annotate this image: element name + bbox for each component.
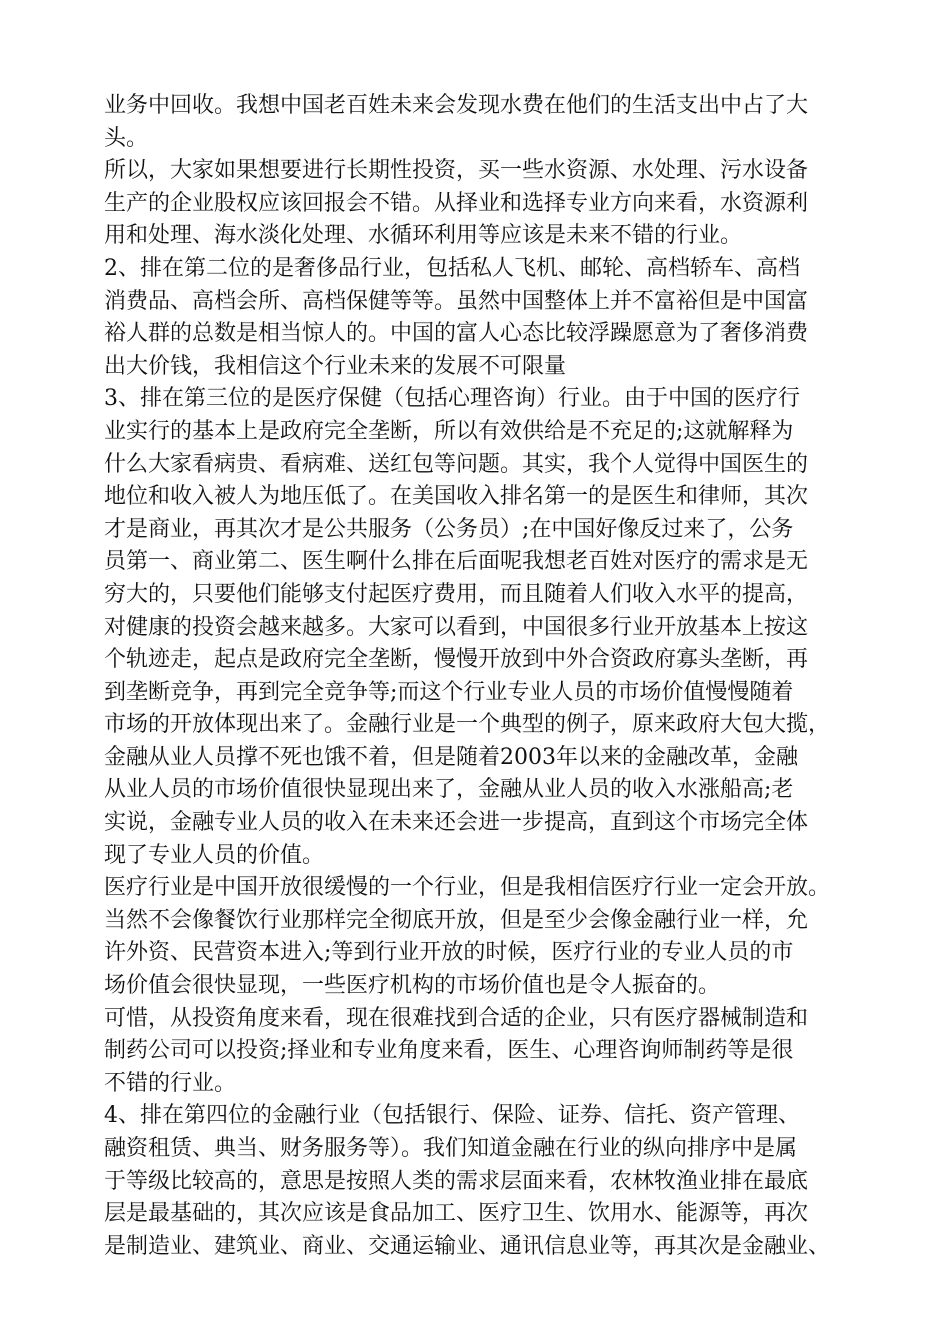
text-line: 裕人群的总数是相当惊人的。中国的富人心态比较浮躁愿意为了奢侈消费 (104, 321, 809, 347)
text-line: 用和处理、海水淡化处理、水循环利用等应该是未来不错的行业。 (104, 223, 743, 249)
text-line: 到垄断竞争，再到完全竞争等;而这个行业专业人员的市场价值慢慢随着 (104, 679, 794, 705)
text-line: 医疗行业是中国开放很缓慢的一个行业，但是我相信医疗行业一定会开放。 (104, 875, 831, 901)
text-line: 金融从业人员撑不死也饿不着，但是随着2003年以来的金融改革，金融 (104, 744, 798, 770)
text-line: 制药公司可以投资;择业和专业角度来看，医生、心理咨询师制药等是很 (104, 1038, 794, 1064)
text-line: 现了专业人员的价值。 (104, 842, 325, 868)
text-line: 业实行的基本上是政府完全垄断，所以有效供给是不充足的;这就解释为 (104, 418, 794, 444)
text-line: 当然不会像餐饮行业那样完全彻底开放，但是至少会像金融行业一样，允 (104, 907, 809, 933)
text-line: 4、排在第四位的金融行业（包括银行、保险、证券、信托、资产管理、 (104, 1103, 800, 1129)
text-line: 3、排在第三位的是医疗保健（包括心理咨询）行业。由于中国的医疗行 (104, 386, 800, 412)
text-line: 2、排在第二位的是奢侈品行业，包括私人飞机、邮轮、高档轿车、高档 (104, 255, 800, 281)
text-line: 实说，金融专业人员的收入在未来还会进一步提高，直到这个市场完全体 (104, 810, 809, 836)
text-line: 不错的行业。 (104, 1070, 237, 1096)
text-line: 于等级比较高的，意思是按照人类的需求层面来看，农林牧渔业排在最底 (104, 1168, 809, 1194)
text-line: 个轨迹走，起点是政府完全垄断，慢慢开放到中外合资政府寡头垄断，再 (104, 647, 809, 673)
text-line: 对健康的投资会越来越多。大家可以看到，中国很多行业开放基本上按这 (104, 614, 809, 640)
text-line: 层是最基础的，其次应该是食品加工、医疗卫生、饮用水、能源等，再次 (104, 1201, 809, 1227)
text-line: 生产的企业股权应该回报会不错。从择业和选择专业方向来看，水资源利 (104, 190, 809, 216)
text-line: 从业人员的市场价值很快显现出来了，金融从业人员的收入水涨船高;老 (104, 777, 794, 803)
text-line: 才是商业，再其次才是公共服务（公务员）;在中国好像反过来了，公务 (104, 516, 794, 542)
document-body (104, 90, 864, 1263)
text-line: 业务中回收。我想中国老百姓未来会发现水费在他们的生活支出中占了大 (104, 93, 809, 118)
text-line: 融资租赁、典当、财务服务等）。我们知道金融在行业的纵向排序中是属 (104, 1136, 798, 1161)
text-line: 可惜，从投资角度来看，现在很难找到合适的企业，只有医疗器械制造和 (104, 1005, 809, 1031)
text-line: 场价值会很快显现，一些医疗机构的市场价值也是令人振奋的。 (104, 973, 721, 999)
text-line: 头。 (104, 125, 149, 151)
text-line: 什么大家看病贵、看病难、送红包等问题。其实，我个人觉得中国医生的 (104, 451, 809, 477)
text-line: 员第一、商业第二、医生啊什么排在后面呢我想老百姓对医疗的需求是无 (104, 549, 809, 575)
text-line: 是制造业、建筑业、商业、交通运输业、通讯信息业等，再其次是金融业、 (104, 1233, 831, 1259)
text-line: 所以，大家如果想要进行长期性投资，买一些水资源、水处理、污水设备 (104, 158, 809, 184)
text-line: 出大价钱，我相信这个行业未来的发展不可限量 (104, 353, 567, 379)
text-line: 市场的开放体现出来了。金融行业是一个典型的例子，原来政府大包大揽， (104, 712, 831, 738)
text-line: 消费品、高档会所、高档保健等等。虽然中国整体上并不富裕但是中国富 (104, 288, 809, 314)
text-line: 许外资、民营资本进入;等到行业开放的时候，医疗行业的专业人员的市 (104, 940, 794, 966)
text-line: 穷大的，只要他们能够支付起医疗费用，而且随着人们收入水平的提高， (104, 581, 809, 607)
text-line: 地位和收入被人为地压低了。在美国收入排名第一的是医生和律师，其次 (104, 484, 809, 510)
